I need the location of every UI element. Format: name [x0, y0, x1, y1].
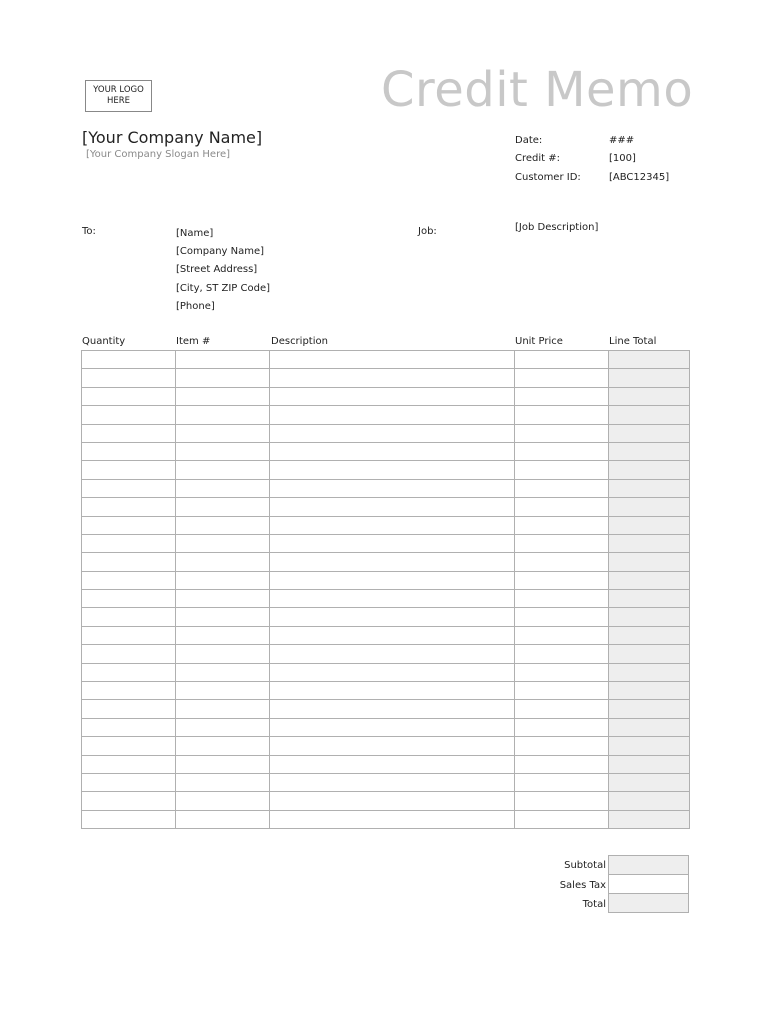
- line-total-cell[interactable]: [609, 351, 690, 369]
- item-cell[interactable]: [176, 571, 270, 589]
- description-cell[interactable]: [270, 534, 515, 552]
- description-cell[interactable]: [270, 442, 515, 460]
- item-cell[interactable]: [176, 553, 270, 571]
- to-label: To:: [82, 226, 96, 237]
- customer-id-value: [ABC12345]: [609, 172, 670, 183]
- quantity-cell[interactable]: [82, 590, 176, 608]
- quantity-cell[interactable]: [82, 645, 176, 663]
- credit-number-value: [100]: [609, 153, 636, 164]
- unit-price-cell[interactable]: [515, 498, 609, 516]
- unit-price-cell[interactable]: [515, 773, 609, 791]
- description-cell[interactable]: [270, 590, 515, 608]
- quantity-cell[interactable]: [82, 479, 176, 497]
- quantity-cell[interactable]: [82, 534, 176, 552]
- line-total-cell[interactable]: [609, 406, 690, 424]
- customer-id-label: Customer ID:: [515, 172, 581, 183]
- unit-price-cell[interactable]: [515, 571, 609, 589]
- item-cell[interactable]: [176, 773, 270, 791]
- description-cell[interactable]: [270, 810, 515, 828]
- total-field[interactable]: [608, 893, 689, 913]
- line-items-table: [81, 350, 690, 829]
- unit-price-cell[interactable]: [515, 442, 609, 460]
- quantity-cell[interactable]: [82, 571, 176, 589]
- line-total-cell[interactable]: [609, 553, 690, 571]
- document-title: Credit Memo: [381, 62, 694, 118]
- quantity-cell[interactable]: [82, 424, 176, 442]
- description-cell[interactable]: [270, 351, 515, 369]
- unit-price-cell[interactable]: [515, 755, 609, 773]
- line-total-cell[interactable]: [609, 773, 690, 791]
- table-row: [82, 682, 690, 700]
- line-total-cell[interactable]: [609, 663, 690, 681]
- unit-price-cell[interactable]: [515, 534, 609, 552]
- table-row: [82, 498, 690, 516]
- line-total-cell[interactable]: [609, 608, 690, 626]
- quantity-cell[interactable]: [82, 406, 176, 424]
- item-cell[interactable]: [176, 645, 270, 663]
- job-label: Job:: [418, 226, 437, 237]
- sales-tax-field[interactable]: [608, 874, 689, 894]
- table-row: [82, 479, 690, 497]
- table-row: [82, 773, 690, 791]
- line-total-cell[interactable]: [609, 700, 690, 718]
- unit-price-cell[interactable]: [515, 700, 609, 718]
- unit-price-cell[interactable]: [515, 406, 609, 424]
- table-row: [82, 718, 690, 736]
- item-cell[interactable]: [176, 479, 270, 497]
- quantity-cell[interactable]: [82, 810, 176, 828]
- recipient-phone: [Phone]: [176, 300, 215, 312]
- table-row: [82, 406, 690, 424]
- recipient-city: [City, ST ZIP Code]: [176, 282, 271, 294]
- recipient-name: [Name]: [176, 228, 214, 239]
- column-header-quantity: Quantity: [82, 336, 126, 347]
- quantity-cell[interactable]: [82, 351, 176, 369]
- table-row: [82, 663, 690, 681]
- quantity-cell[interactable]: [82, 461, 176, 479]
- quantity-cell[interactable]: [82, 553, 176, 571]
- line-total-cell[interactable]: [609, 571, 690, 589]
- item-cell[interactable]: [176, 737, 270, 755]
- item-cell[interactable]: [176, 663, 270, 681]
- table-row: [82, 553, 690, 571]
- quantity-cell[interactable]: [82, 608, 176, 626]
- item-cell[interactable]: [176, 369, 270, 387]
- column-header-unit-price: Unit Price: [515, 336, 563, 347]
- unit-price-cell[interactable]: [515, 553, 609, 571]
- table-row: [82, 590, 690, 608]
- unit-price-cell[interactable]: [515, 369, 609, 387]
- item-cell[interactable]: [176, 590, 270, 608]
- unit-price-cell[interactable]: [515, 590, 609, 608]
- date-value: ###: [609, 135, 635, 146]
- table-row: [82, 424, 690, 442]
- unit-price-cell[interactable]: [515, 387, 609, 405]
- description-cell[interactable]: [270, 369, 515, 387]
- line-total-cell[interactable]: [609, 479, 690, 497]
- date-label: Date:: [515, 135, 543, 146]
- unit-price-cell[interactable]: [515, 645, 609, 663]
- item-cell[interactable]: [176, 718, 270, 736]
- item-cell[interactable]: [176, 792, 270, 810]
- line-total-cell[interactable]: [609, 387, 690, 405]
- job-description: [Job Description]: [515, 222, 599, 233]
- description-cell[interactable]: [270, 553, 515, 571]
- description-cell[interactable]: [270, 608, 515, 626]
- quantity-cell[interactable]: [82, 682, 176, 700]
- description-cell[interactable]: [270, 387, 515, 405]
- item-cell[interactable]: [176, 461, 270, 479]
- table-row: [82, 608, 690, 626]
- quantity-cell[interactable]: [82, 442, 176, 460]
- description-cell[interactable]: [270, 424, 515, 442]
- quantity-cell[interactable]: [82, 792, 176, 810]
- table-row: [82, 516, 690, 534]
- unit-price-cell[interactable]: [515, 810, 609, 828]
- quantity-cell[interactable]: [82, 737, 176, 755]
- item-cell[interactable]: [176, 810, 270, 828]
- line-total-cell[interactable]: [609, 792, 690, 810]
- line-total-cell[interactable]: [609, 626, 690, 644]
- sales-tax-label: Sales Tax: [559, 880, 606, 891]
- table-row: [82, 810, 690, 828]
- credit-number-label: Credit #:: [515, 153, 560, 164]
- unit-price-cell[interactable]: [515, 792, 609, 810]
- item-cell[interactable]: [176, 387, 270, 405]
- description-cell[interactable]: [270, 663, 515, 681]
- description-cell[interactable]: [270, 718, 515, 736]
- line-total-cell[interactable]: [609, 369, 690, 387]
- description-cell[interactable]: [270, 700, 515, 718]
- item-cell[interactable]: [176, 516, 270, 534]
- line-total-cell[interactable]: [609, 498, 690, 516]
- line-total-cell[interactable]: [609, 534, 690, 552]
- line-total-cell[interactable]: [609, 755, 690, 773]
- line-total-cell[interactable]: [609, 737, 690, 755]
- table-row: [82, 387, 690, 405]
- item-cell[interactable]: [176, 534, 270, 552]
- quantity-cell[interactable]: [82, 663, 176, 681]
- item-cell[interactable]: [176, 626, 270, 644]
- item-cell[interactable]: [176, 442, 270, 460]
- line-total-cell[interactable]: [609, 424, 690, 442]
- quantity-cell[interactable]: [82, 755, 176, 773]
- description-cell[interactable]: [270, 792, 515, 810]
- quantity-cell[interactable]: [82, 387, 176, 405]
- quantity-cell[interactable]: [82, 626, 176, 644]
- line-total-cell[interactable]: [609, 442, 690, 460]
- table-row: [82, 737, 690, 755]
- item-cell[interactable]: [176, 424, 270, 442]
- recipient-street: [Street Address]: [176, 264, 258, 276]
- table-row: [82, 571, 690, 589]
- table-row: [82, 351, 690, 369]
- description-cell[interactable]: [270, 479, 515, 497]
- item-cell[interactable]: [176, 498, 270, 516]
- description-cell[interactable]: [270, 755, 515, 773]
- table-row: [82, 534, 690, 552]
- column-header-description: Description: [271, 336, 328, 347]
- description-cell[interactable]: [270, 516, 515, 534]
- unit-price-cell[interactable]: [515, 479, 609, 497]
- item-cell[interactable]: [176, 755, 270, 773]
- table-row: [82, 626, 690, 644]
- description-cell[interactable]: [270, 498, 515, 516]
- recipient-company: [Company Name]: [176, 246, 265, 258]
- description-cell[interactable]: [270, 773, 515, 791]
- unit-price-cell[interactable]: [515, 663, 609, 681]
- total-label: Total: [582, 899, 606, 910]
- line-total-cell[interactable]: [609, 682, 690, 700]
- unit-price-cell[interactable]: [515, 424, 609, 442]
- subtotal-label: Subtotal: [564, 860, 606, 871]
- quantity-cell[interactable]: [82, 516, 176, 534]
- description-cell[interactable]: [270, 461, 515, 479]
- table-row: [82, 442, 690, 460]
- table-row: [82, 755, 690, 773]
- description-cell[interactable]: [270, 406, 515, 424]
- description-cell[interactable]: [270, 571, 515, 589]
- company-name: [Your Company Name]: [82, 128, 263, 147]
- item-cell[interactable]: [176, 700, 270, 718]
- unit-price-cell[interactable]: [515, 461, 609, 479]
- unit-price-cell[interactable]: [515, 351, 609, 369]
- recipient-address: [176, 225, 270, 316]
- table-row: [82, 645, 690, 663]
- quantity-cell[interactable]: [82, 700, 176, 718]
- column-header-line-total: Line Total: [609, 336, 657, 347]
- unit-price-cell[interactable]: [515, 516, 609, 534]
- table-row: [82, 369, 690, 387]
- line-total-cell[interactable]: [609, 516, 690, 534]
- unit-price-cell[interactable]: [515, 718, 609, 736]
- quantity-cell[interactable]: [82, 773, 176, 791]
- logo-placeholder: YOUR LOGO HERE: [85, 80, 152, 112]
- description-cell[interactable]: [270, 737, 515, 755]
- line-total-cell[interactable]: [609, 810, 690, 828]
- table-row: [82, 461, 690, 479]
- unit-price-cell[interactable]: [515, 682, 609, 700]
- table-row: [82, 792, 690, 810]
- quantity-cell[interactable]: [82, 369, 176, 387]
- quantity-cell[interactable]: [82, 718, 176, 736]
- line-total-cell[interactable]: [609, 461, 690, 479]
- line-total-cell[interactable]: [609, 590, 690, 608]
- subtotal-field[interactable]: [608, 855, 689, 875]
- company-slogan: [Your Company Slogan Here]: [86, 149, 231, 160]
- quantity-cell[interactable]: [82, 498, 176, 516]
- description-cell[interactable]: [270, 682, 515, 700]
- unit-price-cell[interactable]: [515, 626, 609, 644]
- line-total-cell[interactable]: [609, 645, 690, 663]
- description-cell[interactable]: [270, 626, 515, 644]
- table-row: [82, 700, 690, 718]
- unit-price-cell[interactable]: [515, 608, 609, 626]
- item-cell[interactable]: [176, 406, 270, 424]
- item-cell[interactable]: [176, 682, 270, 700]
- item-cell[interactable]: [176, 608, 270, 626]
- column-header-item: Item #: [176, 336, 211, 347]
- line-total-cell[interactable]: [609, 718, 690, 736]
- item-cell[interactable]: [176, 351, 270, 369]
- description-cell[interactable]: [270, 645, 515, 663]
- unit-price-cell[interactable]: [515, 737, 609, 755]
